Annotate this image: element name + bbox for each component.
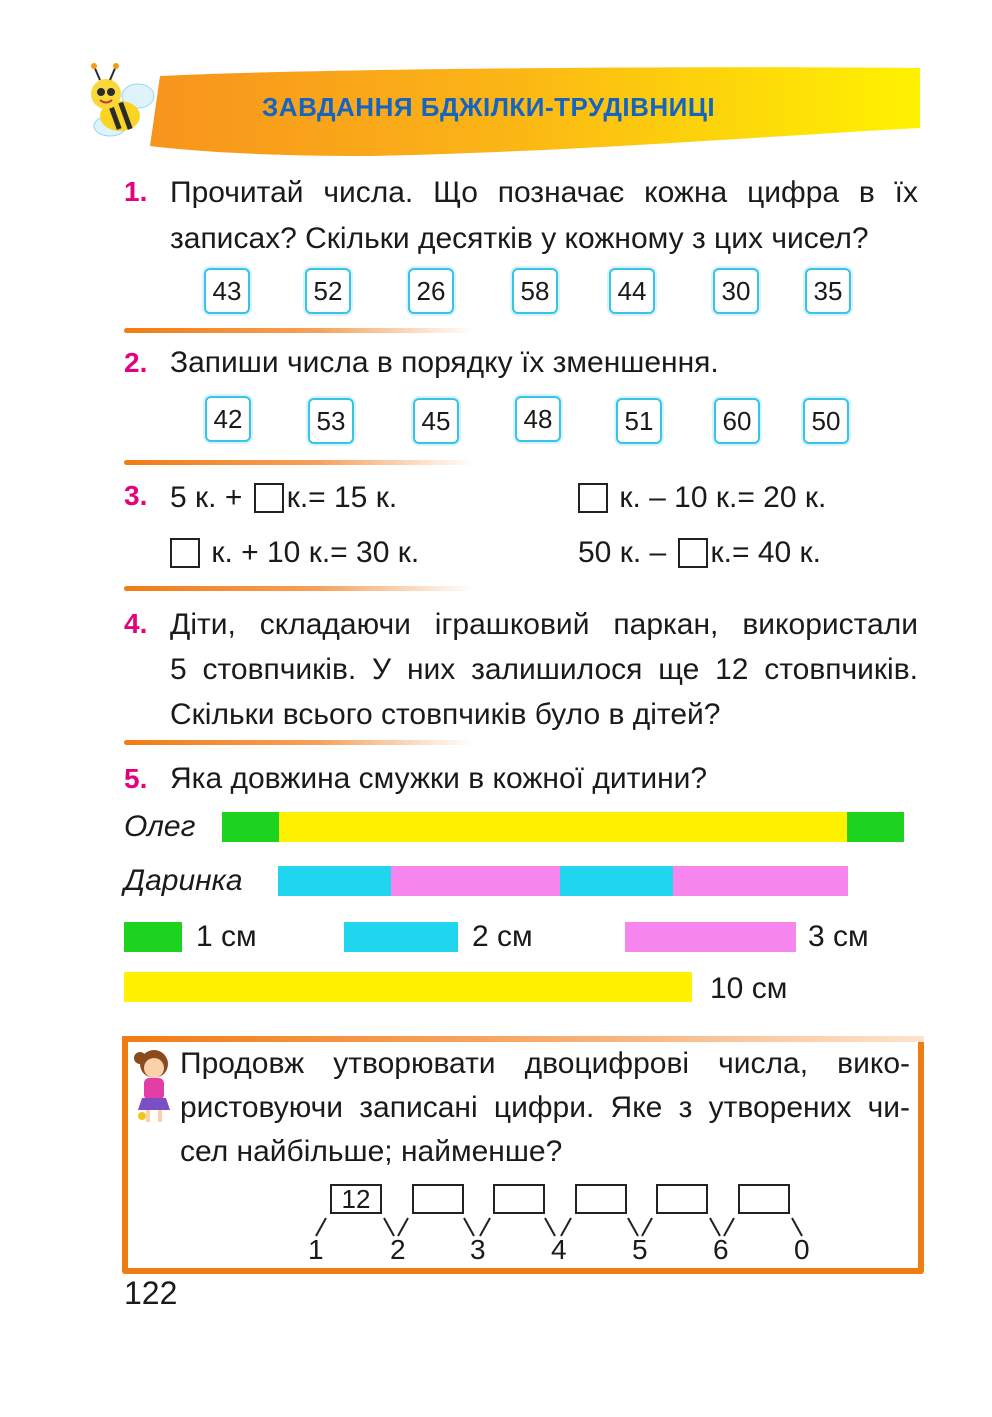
number-box: 53 [308, 398, 354, 444]
equation-3 [170, 535, 419, 571]
equation-3-right: к. + 10 к.= 30 к. [211, 536, 420, 569]
legend-swatch-green [124, 922, 182, 952]
legend-label-10cm: 10 см [710, 972, 788, 1005]
digit: 3 [470, 1234, 486, 1265]
answer-square[interactable] [254, 483, 284, 513]
strip-segment-yellow [279, 812, 847, 842]
number-box: 45 [413, 398, 459, 444]
task-4-line-1: Діти, складаючи іграшковий паркан, використали [170, 608, 918, 641]
separator [124, 328, 474, 333]
task-5-number: 5. [124, 763, 148, 794]
number-box: 50 [803, 398, 849, 444]
strip-segment-green [222, 812, 279, 842]
task-1-line-2: записах? Скільки десятків у кожному з цих чисел? [170, 222, 869, 255]
equation-1 [170, 480, 397, 516]
bonus-line-1: Продовж утворювати двоцифрові числа, вико- [180, 1047, 910, 1080]
bonus-line-3: сел найбільше; найменше? [180, 1135, 563, 1168]
digit: 0 [794, 1234, 810, 1265]
child-name-oleg: Олег [124, 810, 196, 843]
number-box: 44 [609, 268, 655, 314]
number-box: 30 [713, 268, 759, 314]
combination-box[interactable] [493, 1184, 545, 1214]
equation-4-left: 50 к. – [578, 536, 667, 569]
separator [124, 740, 474, 745]
number-box: 48 [515, 396, 561, 442]
legend-swatch-pink [625, 922, 796, 952]
number-box: 51 [616, 398, 662, 444]
legend-label-1cm: 1 см [196, 920, 257, 953]
task-4-line-3: Скільки всього стовпчиків було в дітей? [170, 698, 721, 731]
combination-box[interactable] [656, 1184, 708, 1214]
digit: 1 [308, 1234, 324, 1265]
equation-2 [578, 480, 826, 516]
strip-segment-pink [391, 866, 560, 896]
task-4-line-2: 5 стовпчиків. У них залишилося ще 12 стовпчиків. [170, 653, 918, 686]
combination-box[interactable] [575, 1184, 627, 1214]
bee-mascot-icon [76, 58, 166, 148]
task-4-number: 4. [124, 608, 148, 639]
page-title: ЗАВДАННЯ БДЖІЛКИ-ТРУДІВНИЦІ [262, 92, 716, 122]
task-2-line-1: Запиши числа в порядку їх зменшення. [170, 346, 719, 379]
task-2-number: 2. [124, 347, 148, 378]
number-box: 26 [408, 268, 454, 314]
number-box: 35 [805, 268, 851, 314]
answer-square[interactable] [578, 483, 608, 513]
number-box: 42 [205, 396, 251, 442]
strip-segment-cyan [560, 866, 673, 896]
number-box: 52 [305, 268, 351, 314]
combination-box: 12 [330, 1184, 382, 1214]
number-box: 60 [714, 398, 760, 444]
strip-segment-green [847, 812, 904, 842]
legend-swatch-yellow [124, 972, 692, 1002]
separator [124, 460, 474, 465]
equation-4-right: к.= 40 к. [710, 536, 822, 569]
digit: 6 [713, 1234, 729, 1265]
equation-4 [578, 535, 821, 571]
task-1-line-1: Прочитай числа. Що позначає кожна цифра в їх [170, 176, 918, 209]
answer-square[interactable] [170, 538, 200, 568]
oleg-strip [222, 812, 904, 842]
digit: 4 [551, 1234, 567, 1265]
answer-square[interactable] [678, 538, 708, 568]
strip-segment-cyan [278, 866, 391, 896]
combination-box[interactable] [412, 1184, 464, 1214]
bonus-line-2: ристовуючи записані цифри. Яке з утворених чи- [180, 1091, 910, 1124]
legend-label-2cm: 2 см [472, 920, 533, 953]
child-name-darynka: Даринка [124, 864, 243, 897]
separator [124, 586, 474, 591]
legend-label-3cm: 3 см [808, 920, 869, 953]
number-box: 58 [512, 268, 558, 314]
combination-box[interactable] [738, 1184, 790, 1214]
equation-1-right: к.= 15 к. [286, 481, 398, 514]
darynka-strip [278, 866, 848, 896]
equation-1-left: 5 к. + [170, 481, 243, 514]
task-5-line-1: Яка довжина смужки в кожної дитини? [170, 762, 708, 795]
legend-swatch-cyan [344, 922, 458, 952]
girl-character-icon [128, 1044, 182, 1130]
task-3-number: 3. [124, 480, 148, 511]
digit: 5 [632, 1234, 648, 1265]
digit: 2 [390, 1234, 406, 1265]
equation-2-right: к. – 10 к.= 20 к. [619, 481, 827, 514]
task-1-number: 1. [124, 176, 148, 207]
strip-segment-pink [673, 866, 848, 896]
page-number: 122 [124, 1275, 178, 1311]
number-box: 43 [204, 268, 250, 314]
